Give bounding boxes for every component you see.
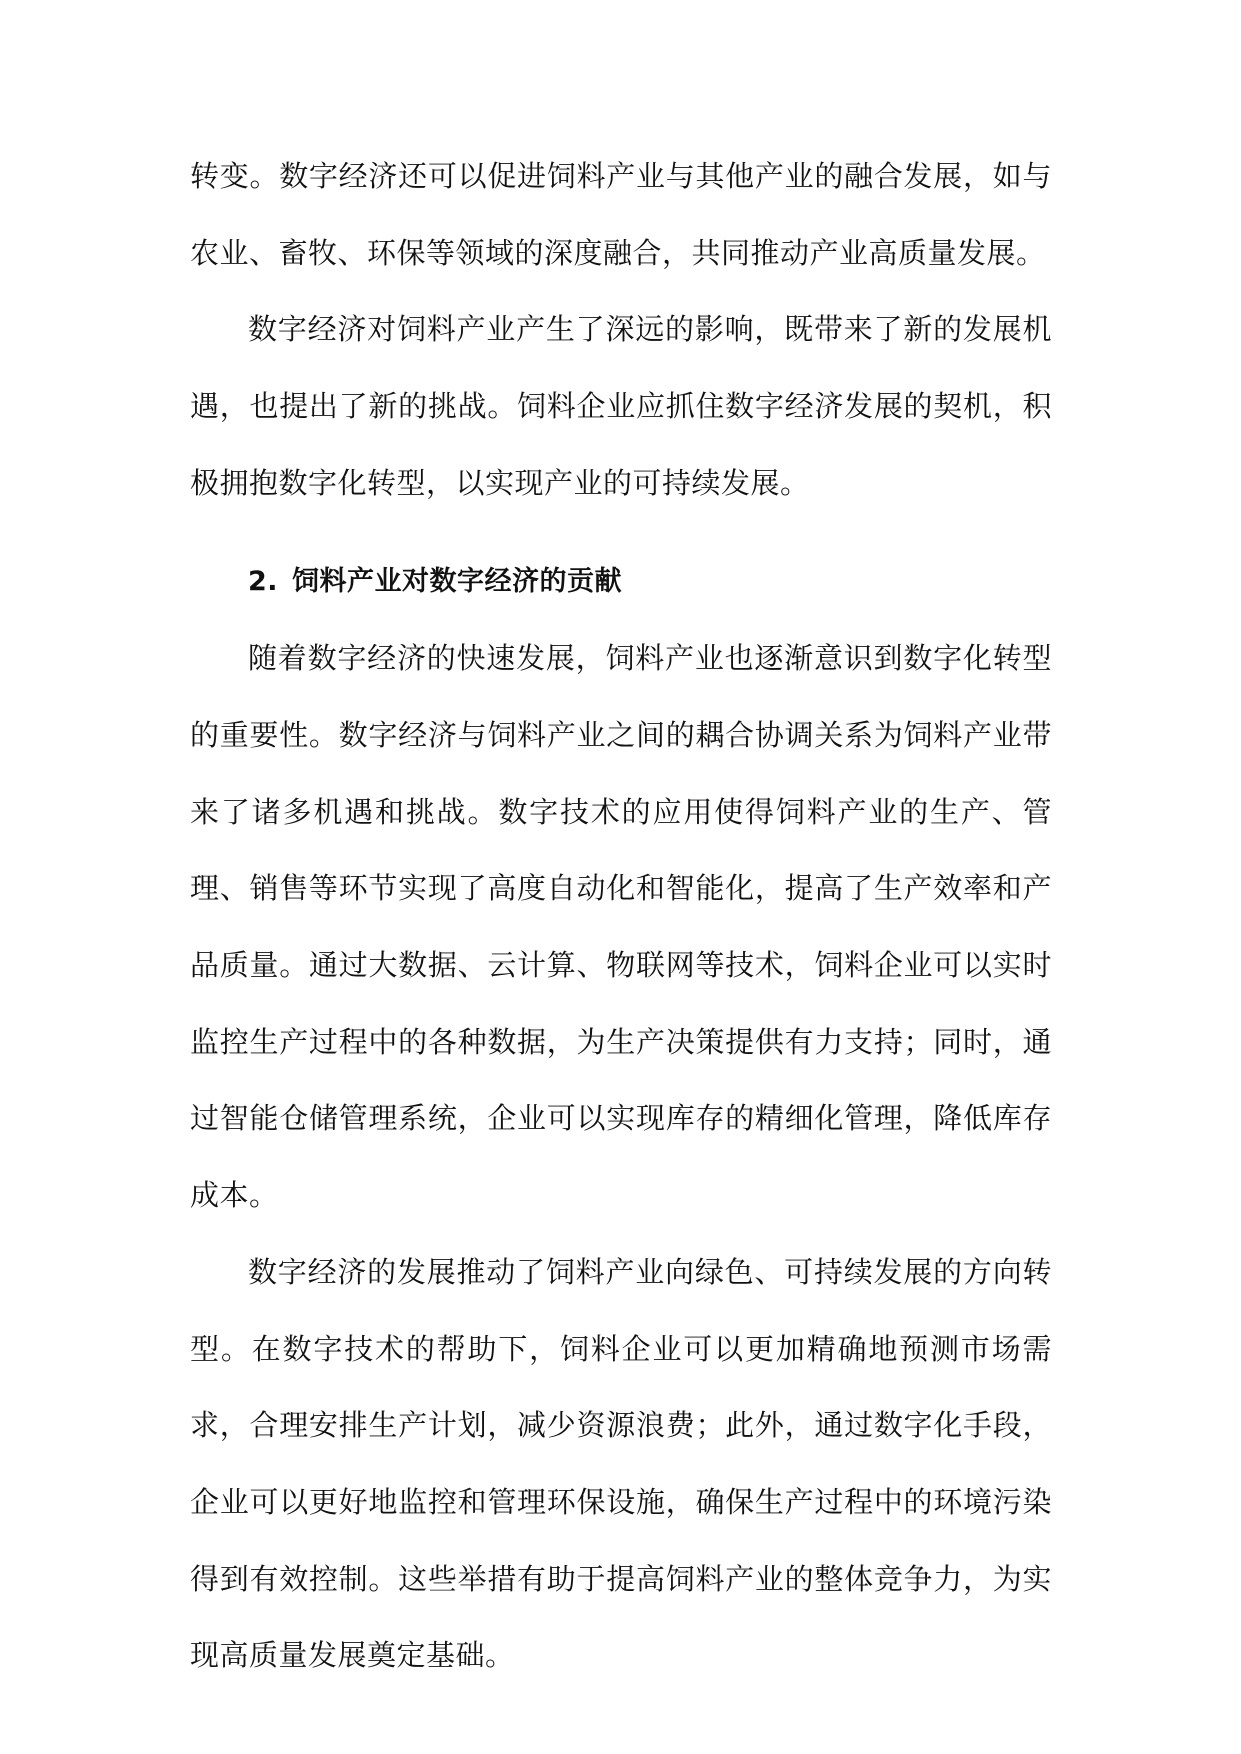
section-heading: [190, 544, 1052, 621]
paragraph-summary: 数字经济对饲料产业产生了深远的影响，既带来了新的发展机遇，也提出了新的挑战。饲料企业应抓住数字经济发展的契机，积极拥抱数字化转型，以实现产业的可持续发展。: [190, 312, 1052, 500]
section-title: 饲料产业对数字经济的贡献: [292, 565, 622, 597]
paragraph-continuation: 转变。数字经济还可以促进饲料产业与其他产业的融合发展，如与农业、畜牧、环保等领域的深度融合，共同推动产业高质量发展。: [190, 159, 1052, 270]
paragraph-digital-transformation: 随着数字经济的快速发展，饲料产业也逐渐意识到数字化转型的重要性。数字经济与饲料产业之间的耦合协调关系为饲料产业带来了诸多机遇和挑战。数字技术的应用使得饲料产业的生产、管理、销售等环节实现了高度自动化和智能化，提高了生产效率和产品质量。通过大数据、云计算、物联网等技术，饲料企业可以实时监控生产过程中的各种数据，为生产决策提供有力支持；同时，通过智能仓储管理系统，企业可以实现库存的精细化管理，降低库存成本。: [190, 641, 1052, 1213]
paragraph-green-development: 数字经济的发展推动了饲料产业向绿色、可持续发展的方向转型。在数字技术的帮助下，饲料企业可以更加精确地预测市场需求，合理安排生产计划，减少资源浪费；此外，通过数字化手段，企业可以更好地监控和管理环保设施，确保生产过程中的环境污染得到有效控制。这些举措有助于提高饲料产业的整体竞争力，为实现高质量发展奠定基础。: [190, 1254, 1052, 1673]
document-body: [190, 138, 1052, 1694]
section-number: 2.: [248, 565, 279, 597]
